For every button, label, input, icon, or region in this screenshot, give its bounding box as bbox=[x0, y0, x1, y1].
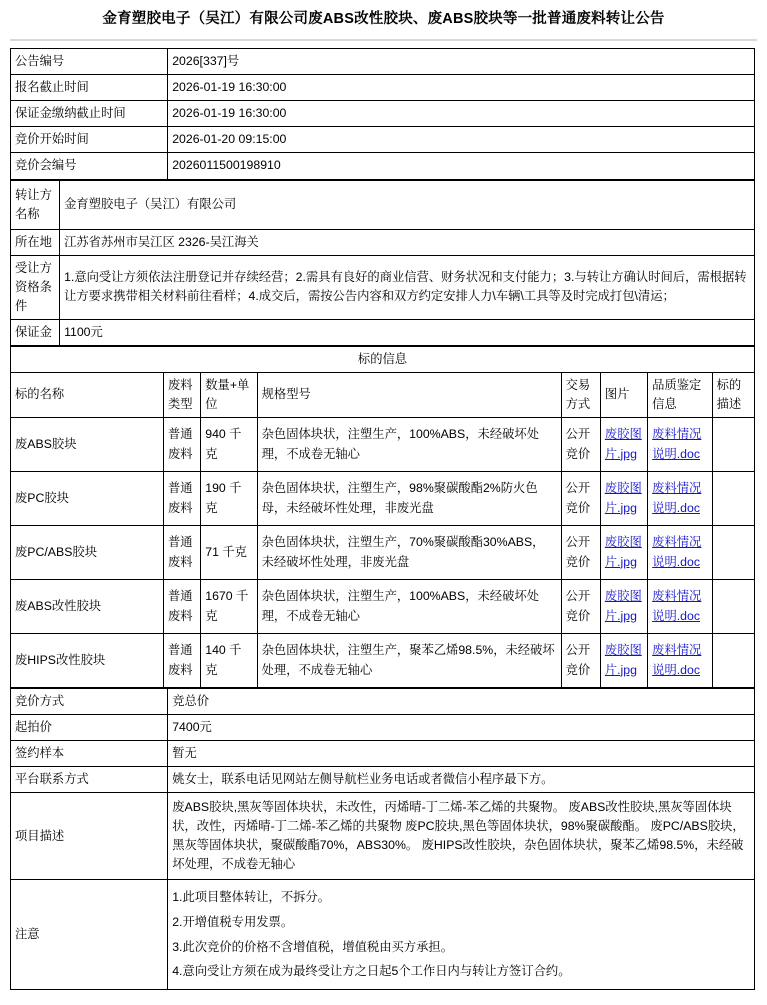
item-qty: 940 千克 bbox=[201, 418, 257, 472]
table-row bbox=[11, 255, 755, 319]
column-header-trade: 交易方式 bbox=[561, 372, 600, 417]
row-label: 报名截止时间 bbox=[11, 75, 168, 101]
item-qc-cell bbox=[648, 634, 712, 688]
table-row bbox=[11, 101, 755, 127]
item-name: 废PC/ABS胶块 bbox=[11, 526, 164, 580]
item-picture-cell bbox=[600, 526, 647, 580]
column-header-name: 标的名称 bbox=[11, 372, 164, 417]
item-qty: 1670 千克 bbox=[201, 580, 257, 634]
notice-line: 1.此项目整体转让，不拆分。 bbox=[172, 890, 331, 905]
item-name: 废ABS胶块 bbox=[11, 418, 164, 472]
table-row bbox=[11, 741, 755, 767]
item-trade: 公开竞价 bbox=[561, 418, 600, 472]
title-divider bbox=[10, 39, 757, 41]
table-row bbox=[11, 319, 755, 345]
page-title: 金育塑胶电子（吴江）有限公司废ABS改性胶块、废ABS胶块等一批普通废料转让公告 bbox=[102, 11, 665, 27]
item-type: 普通废料 bbox=[164, 634, 201, 688]
column-header-desc: 标的描述 bbox=[712, 372, 754, 417]
start-price-value: 7400元 bbox=[168, 715, 755, 741]
table-row bbox=[11, 526, 755, 580]
table-row bbox=[11, 793, 755, 880]
table-row bbox=[11, 880, 755, 989]
item-name: 废HIPS改性胶块 bbox=[11, 634, 164, 688]
table-row bbox=[11, 127, 755, 153]
announcement-info-table bbox=[10, 48, 755, 179]
item-picture-cell bbox=[600, 472, 647, 526]
item-picture-link[interactable]: 废胶图片.jpg bbox=[604, 643, 642, 677]
item-picture-cell bbox=[600, 418, 647, 472]
transferor-info-table bbox=[10, 180, 755, 346]
row-label: 受让方资格条件 bbox=[11, 255, 60, 319]
item-spec: 杂色固体块状，注塑生产，98%聚碳酸酯2%防火色母，未经破坏性处理，非废光盘 bbox=[257, 472, 561, 526]
notice-value bbox=[168, 880, 755, 989]
table-row bbox=[11, 49, 755, 75]
row-label: 转让方名称 bbox=[11, 180, 60, 229]
item-picture-cell bbox=[600, 634, 647, 688]
items-table bbox=[10, 346, 755, 688]
contract-sample-value: 暂无 bbox=[168, 741, 755, 767]
row-value: 金育塑胶电子（吴江）有限公司 bbox=[60, 180, 755, 229]
items-banner-row bbox=[11, 346, 755, 372]
item-type: 普通废料 bbox=[164, 418, 201, 472]
bid-details-body bbox=[11, 689, 755, 990]
item-name: 废PC胶块 bbox=[11, 472, 164, 526]
item-qc-cell bbox=[648, 526, 712, 580]
item-quality-report-link[interactable]: 废料情况说明.doc bbox=[652, 643, 702, 677]
table-row bbox=[11, 75, 755, 101]
table-row bbox=[11, 767, 755, 793]
row-label: 所在地 bbox=[11, 229, 60, 255]
item-qty: 190 千克 bbox=[201, 472, 257, 526]
row-value: 1.意向受让方须依法注册登记并存续经营；2.需具有良好的商业信营、财务状况和支付能力；3.与转让方确认时间后，需根据转让方要求携带相关材料前往看样；4.成交后，需按公告内容和双方约定安排人力\车辆\工具等及时完成打包\清运； bbox=[60, 255, 755, 319]
items-header-row bbox=[11, 372, 755, 417]
item-desc bbox=[712, 580, 754, 634]
item-desc bbox=[712, 418, 754, 472]
item-picture-link[interactable]: 废胶图片.jpg bbox=[604, 589, 642, 623]
table-row bbox=[11, 229, 755, 255]
notice-line: 3.此次竞价的价格不含增值税，增值税由买方承担。 bbox=[172, 939, 453, 954]
item-spec: 杂色固体块状，注塑生产，100%ABS，未经破坏处理，不成卷无轴心 bbox=[257, 418, 561, 472]
item-quality-report-link[interactable]: 废料情况说明.doc bbox=[652, 589, 702, 623]
table-row bbox=[11, 634, 755, 688]
notice-line: 4.意向受让方须在成为最终受让方之日起5个工作日内与转让方签订合约。 bbox=[172, 964, 571, 979]
project-description-value: 废ABS胶块,黑灰等固体块状，未改性，丙烯晴-丁二烯-苯乙烯的共聚物。 废ABS改性胶块,黑灰等固体块状，改性，丙烯晴-丁二烯-苯乙烯的共聚物 废PC胶块,黑色等固体块状，98%聚碳酸酯。 废PC/ABS胶块，黑灰等固体块状，聚碳酸酯70%，ABS30%。 废HIPS改性胶块，杂色固体块状，聚苯乙烯98.5%，未经破坏处理，不成卷无轴心 bbox=[168, 793, 755, 880]
row-value: 2026-01-19 16:30:00 bbox=[168, 101, 755, 127]
row-value: 江苏省苏州市吴江区 2326-吴江海关 bbox=[60, 229, 755, 255]
items-banner: 标的信息 bbox=[11, 346, 755, 372]
row-value: 2026-01-19 16:30:00 bbox=[168, 75, 755, 101]
item-quality-report-link[interactable]: 废料情况说明.doc bbox=[652, 427, 702, 461]
row-label: 公告编号 bbox=[11, 49, 168, 75]
table-row bbox=[11, 418, 755, 472]
start-price-label: 起拍价 bbox=[11, 715, 168, 741]
item-picture-cell bbox=[600, 580, 647, 634]
table-row bbox=[11, 715, 755, 741]
notice-line: 2.开增值税专用发票。 bbox=[172, 914, 294, 929]
item-qc-cell bbox=[648, 472, 712, 526]
row-label: 竞价开始时间 bbox=[11, 127, 168, 153]
notice-label: 注意 bbox=[11, 880, 168, 989]
bid-mode-value: 竞总价 bbox=[168, 689, 755, 715]
row-value: 1100元 bbox=[60, 319, 755, 345]
row-value: 2026[337]号 bbox=[168, 49, 755, 75]
announcement-info-body bbox=[11, 49, 755, 179]
item-qc-cell bbox=[648, 580, 712, 634]
transferor-info-body bbox=[11, 180, 755, 345]
item-quality-report-link[interactable]: 废料情况说明.doc bbox=[652, 535, 702, 569]
item-quality-report-link[interactable]: 废料情况说明.doc bbox=[652, 481, 702, 515]
bid-details-table bbox=[10, 688, 755, 990]
bid-mode-label: 竞价方式 bbox=[11, 689, 168, 715]
table-row bbox=[11, 153, 755, 179]
item-type: 普通废料 bbox=[164, 526, 201, 580]
item-trade: 公开竞价 bbox=[561, 580, 600, 634]
column-header-spec: 规格型号 bbox=[257, 372, 561, 417]
project-description-label: 项目描述 bbox=[11, 793, 168, 880]
platform-contact-label: 平台联系方式 bbox=[11, 767, 168, 793]
item-type: 普通废料 bbox=[164, 472, 201, 526]
item-spec: 杂色固体块状，注塑生产，聚苯乙烯98.5%，未经破坏处理，不成卷无轴心 bbox=[257, 634, 561, 688]
row-value: 2026-01-20 09:15:00 bbox=[168, 127, 755, 153]
row-label: 保证金缴纳截止时间 bbox=[11, 101, 168, 127]
item-picture-link[interactable]: 废胶图片.jpg bbox=[604, 481, 642, 515]
table-row bbox=[11, 689, 755, 715]
row-value: 2026011500198910 bbox=[168, 153, 755, 179]
column-header-pic: 图片 bbox=[600, 372, 647, 417]
item-qty: 71 千克 bbox=[201, 526, 257, 580]
table-row bbox=[11, 472, 755, 526]
item-qty: 140 千克 bbox=[201, 634, 257, 688]
item-desc bbox=[712, 472, 754, 526]
column-header-type: 废料类型 bbox=[164, 372, 201, 417]
item-qc-cell bbox=[648, 418, 712, 472]
items-table-body bbox=[11, 346, 755, 687]
column-header-qty: 数量+单位 bbox=[201, 372, 257, 417]
table-row bbox=[11, 580, 755, 634]
item-spec: 杂色固体块状，注塑生产，70%聚碳酸酯30%ABS，未经破坏性处理，非废光盘 bbox=[257, 526, 561, 580]
item-type: 普通废料 bbox=[164, 580, 201, 634]
item-trade: 公开竞价 bbox=[561, 472, 600, 526]
item-desc bbox=[712, 526, 754, 580]
column-header-qc: 品质鉴定信息 bbox=[648, 372, 712, 417]
contract-sample-label: 签约样本 bbox=[11, 741, 168, 767]
item-trade: 公开竞价 bbox=[561, 634, 600, 688]
item-picture-link[interactable]: 废胶图片.jpg bbox=[604, 535, 642, 569]
item-desc bbox=[712, 634, 754, 688]
item-name: 废ABS改性胶块 bbox=[11, 580, 164, 634]
item-picture-link[interactable]: 废胶图片.jpg bbox=[604, 427, 642, 461]
row-label: 竞价会编号 bbox=[11, 153, 168, 179]
platform-contact-value: 姚女士，联系电话见网站左侧导航栏业务电话或者微信小程序最下方。 bbox=[168, 767, 755, 793]
item-spec: 杂色固体块状，注塑生产，100%ABS，未经破坏处理，不成卷无轴心 bbox=[257, 580, 561, 634]
table-row bbox=[11, 180, 755, 229]
row-label: 保证金 bbox=[11, 319, 60, 345]
item-trade: 公开竞价 bbox=[561, 526, 600, 580]
